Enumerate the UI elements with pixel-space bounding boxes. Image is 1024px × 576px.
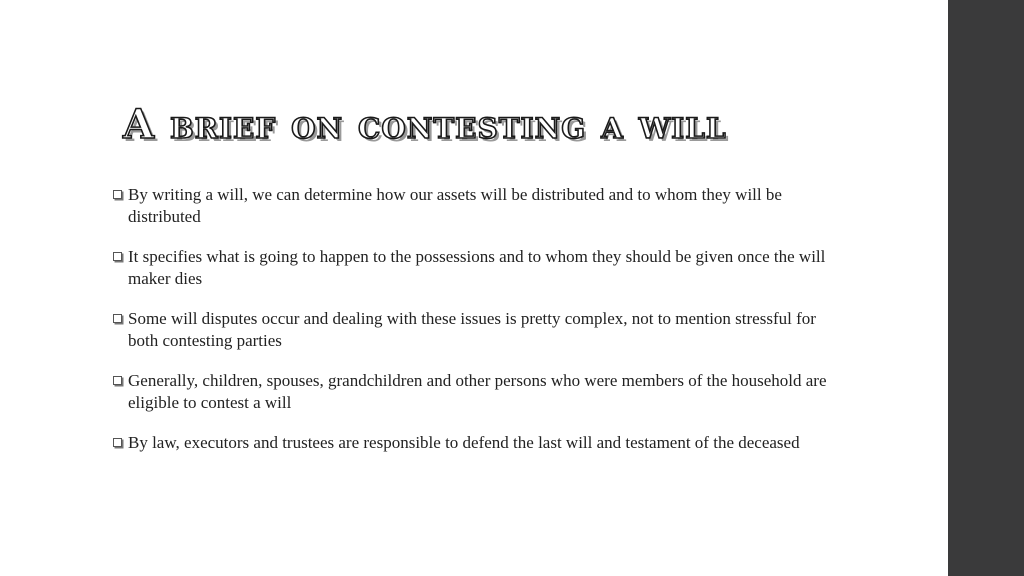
bullet-item	[112, 370, 832, 414]
bullet-text: By law, executors and trustees are responsible to defend the last will and testament of the deceased	[128, 433, 800, 452]
bullet-text: It specifies what is going to happen to the possessions and to whom they should be given once the will maker dies	[128, 247, 826, 288]
bullet-text: Some will disputes occur and dealing with these issues is pretty complex, not to mention stressful for both contesting parties	[128, 309, 816, 350]
bullet-item	[112, 432, 832, 454]
bullet-item	[112, 184, 832, 228]
bullet-text: Generally, children, spouses, grandchildren and other persons who were members of the household are eligible to contest a will	[128, 371, 827, 412]
slide-title: A brief on contesting a will	[123, 101, 727, 148]
bullet-list	[112, 184, 832, 472]
square-bullet-icon	[113, 314, 122, 323]
bullet-item	[112, 308, 832, 352]
bullet-item	[112, 246, 832, 290]
square-bullet-icon	[113, 252, 122, 261]
square-bullet-icon	[113, 438, 122, 447]
side-bar	[948, 0, 1024, 576]
square-bullet-icon	[113, 190, 122, 199]
square-bullet-icon	[113, 376, 122, 385]
bullet-text: By writing a will, we can determine how our assets will be distributed and to whom they will be distributed	[128, 185, 782, 226]
